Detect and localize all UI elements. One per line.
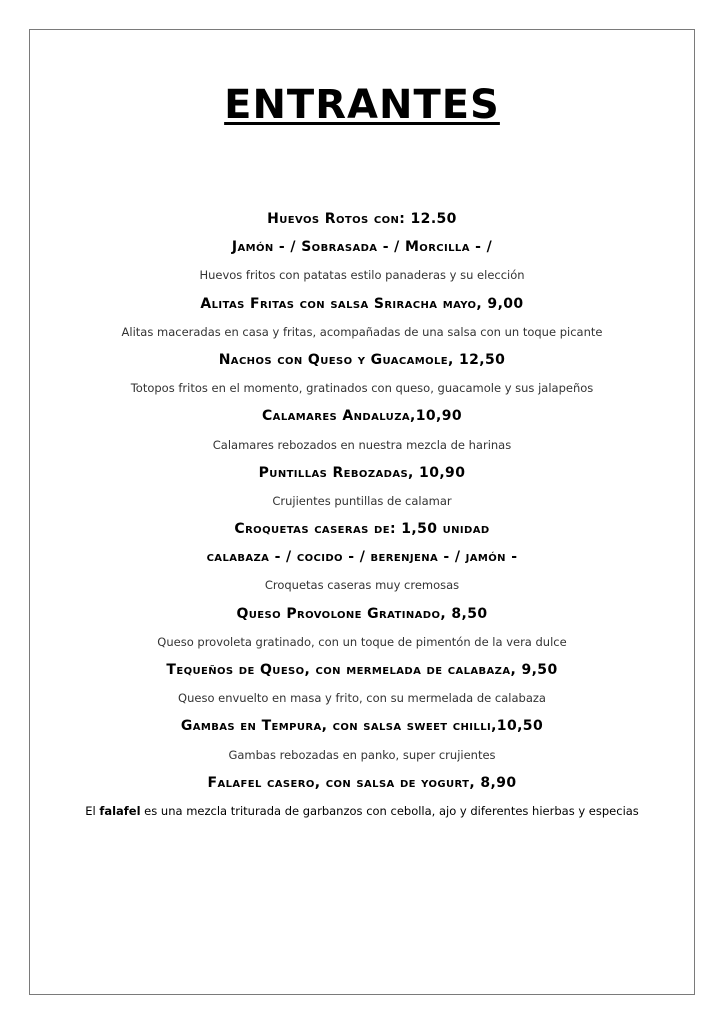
dish-description: Crujientes puntillas de calamar bbox=[272, 493, 452, 508]
dish-name: Calamares Andaluza,10,90 bbox=[262, 408, 462, 425]
dish-name: Alitas Fritas con salsa Sriracha mayo, 9,00 bbox=[200, 295, 524, 312]
dish-name: Huevos Rotos con: 12.50 bbox=[267, 211, 457, 227]
dish-name: Queso Provolone Gratinado, 8,50 bbox=[236, 605, 488, 622]
dish-options: Jamón - / Sobrasada - / Morcilla - / bbox=[231, 239, 493, 256]
dish-name: Tequeños de Queso, con mermelada de calabaza, 9,50 bbox=[166, 662, 558, 678]
dish-description: Gambas rebozadas en panko, super crujientes bbox=[228, 747, 496, 762]
dish-options: calabaza - / cocido - / berenjena - / jamón - bbox=[206, 549, 518, 566]
dish-description: Croquetas caseras muy cremosas bbox=[264, 578, 460, 593]
dish-name: Puntillas Rebozadas, 10,90 bbox=[258, 464, 466, 481]
dish-description: Queso provoleta gratinado, con un toque de pimentón de la vera dulce bbox=[157, 634, 567, 649]
page-title: ENTRANTES bbox=[224, 82, 500, 128]
dish-description: Huevos fritos con patatas estilo panaderas y su elección bbox=[199, 268, 525, 283]
dish-name: Nachos con Queso y Guacamole, 12,50 bbox=[218, 351, 506, 368]
dish-name: Falafel casero, con salsa de yogurt, 8,90 bbox=[207, 774, 517, 791]
dish-name: Croquetas caseras de: 1,50 unidad bbox=[234, 521, 490, 538]
falafel-desc-prefix: El bbox=[85, 803, 100, 818]
falafel-desc-rest: es una mezcla triturada de garbanzos con cebolla, ajo y diferentes hierbas y especias bbox=[140, 803, 639, 818]
dish-description bbox=[0, 797, 724, 825]
falafel-desc-bold: falafel bbox=[99, 803, 141, 818]
dish-description: Totopos fritos en el momento, gratinados con queso, guacamole y sus jalapeños bbox=[130, 381, 594, 396]
dish-description: Queso envuelto en masa y frito, con su mermelada de calabaza bbox=[178, 691, 546, 706]
dish-description: Alitas maceradas en casa y fritas, acompañadas de una salsa con un toque picante bbox=[121, 324, 603, 339]
dish-description: Calamares rebozados en nuestra mezcla de harinas bbox=[212, 437, 512, 452]
menu-list bbox=[0, 205, 724, 825]
dish-name: Gambas en Tempura, con salsa sweet chilli,10,50 bbox=[180, 718, 544, 735]
